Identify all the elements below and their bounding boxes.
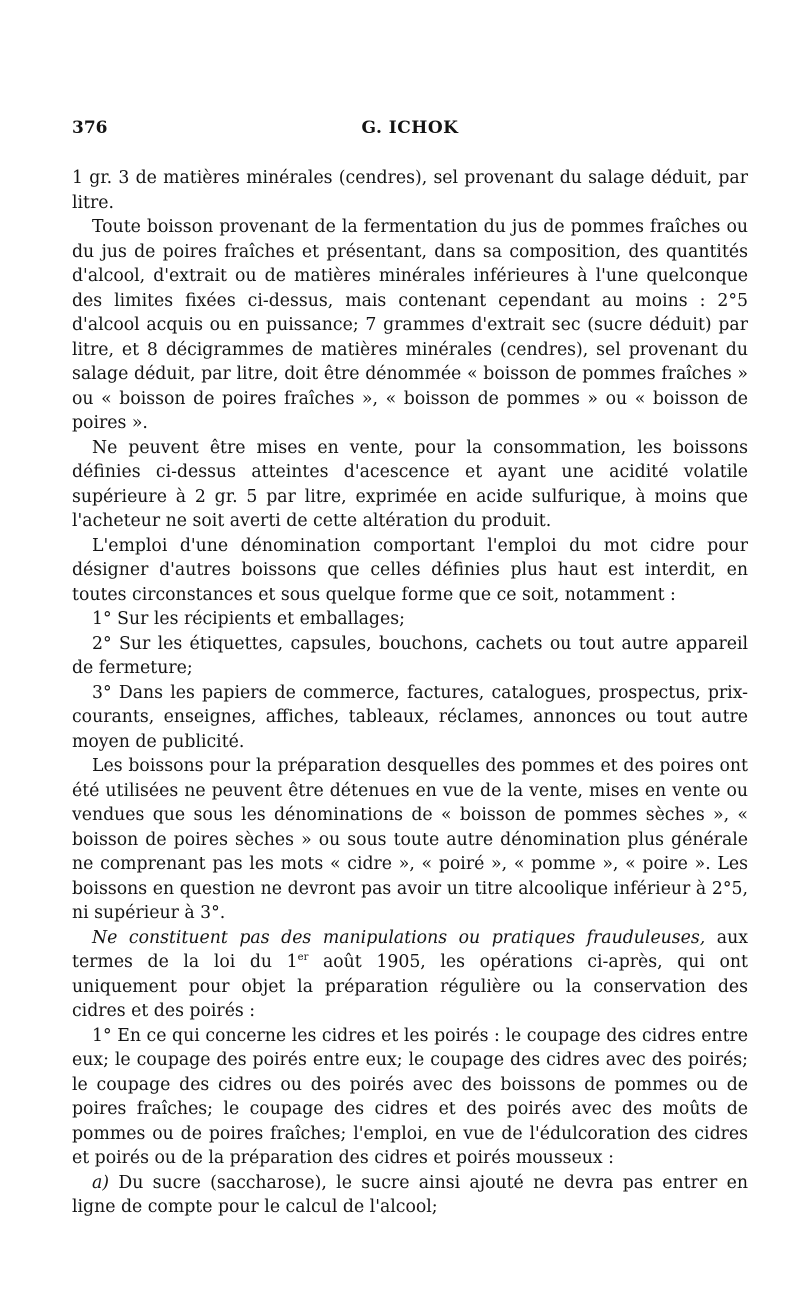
paragraph: L'emploi d'une dénomination comportant l'emploi du mot cidre pour désigner d'autres boissons que celles définies plus haut est interdit, en toutes circonstances et sous quelque forme que ce soit, notamment : (72, 535, 748, 605)
page-number: 376 (72, 118, 108, 138)
paragraph: 1 gr. 3 de matières minérales (cendres), sel provenant du salage déduit, par litre. (72, 168, 748, 213)
page-header (72, 118, 748, 148)
italic-paragraph (72, 926, 748, 1024)
document-page (72, 118, 748, 1220)
list-item: 3° Dans les papiers de commerce, factures, catalogues, prospectus, prix-courants, enseignes, affiches, tableaux, réclames, annonces ou tout autre moyen de publicité. (72, 682, 748, 752)
paragraph: Les boissons pour la préparation desquelles des pommes et des poires ont été utilisées ne peuvent être détenues en vue de la vente, mises en vente ou vendues que sous les dénominations de « boisson de pommes sèches », « boisson de poires sèches » ou sous toute autre dénomination plus générale ne comprenant pas les mots « cidre », « poiré », « pomme », « poire ». Les boissons en question ne devront pas avoir un titre alcoolique inférieur à 2°5, ni supérieur à 3°. (72, 756, 748, 923)
item-label: a) (92, 1172, 110, 1193)
italic-lead: Ne constituent pas des manipulations ou pratiques frauduleuses, (92, 927, 706, 948)
paragraph: Ne peuvent être mises en vente, pour la consommation, les boissons définies ci-dessus atteintes d'acescence et ayant une acidité volatile supérieure à 2 gr. 5 par litre, exprimée en acide sulfurique, à moins que l'acheteur ne soit averti de cette altération du produit. (72, 437, 748, 531)
body-text (72, 166, 748, 1220)
list-item: 2° Sur les étiquettes, capsules, bouchons, cachets ou tout autre appareil de fermeture; (72, 633, 748, 678)
text-span: aux termes de la loi du 1 (72, 927, 748, 972)
list-item: 1° Sur les récipients et emballages; (92, 609, 405, 629)
list-item: 1° En ce qui concerne les cidres et les poirés : le coupage des cidres entre eux; le coupage des poirés entre eux; le coupage des cidres avec des poirés; le coupage des cidres ou des poirés avec des boissons de pommes ou de poires fraîches; le coupage des cidres et des poirés avec des moûts de pommes ou de poires fraîches; l'emploi, en vue de l'édulcoration des cidres et poirés ou de la préparation des cidres et poirés mousseux : (72, 1025, 748, 1168)
text-span: août 1905, les opérations ci-après, qui ont uniquement pour objet la préparation régulière ou la conservation des cidres et des poirés : (72, 952, 748, 1021)
list-item (72, 1171, 748, 1220)
text-span: Du sucre (saccharose), le sucre ainsi ajouté ne devra pas entrer en ligne de compte pour le calcul de l'alcool; (72, 1172, 748, 1217)
superscript: er (297, 952, 309, 964)
paragraph: Toute boisson provenant de la fermentation du jus de pommes fraîches ou du jus de poires fraîches et présentant, dans sa composition, des quantités d'alcool, d'extrait ou de matières minérales inférieures à l'une quelconque des limites fixées ci-dessus, mais contenant cependant au moins : 2°5 d'alcool acquis ou en puissance; 7 grammes d'extrait sec (sucre déduit) par litre, et 8 décigrammes de matières minérales (cendres), sel provenant du salage déduit, par litre, doit être dénommée « boisson de pommes fraîches » ou « boisson de poires fraîches », « boisson de pommes » ou « boisson de poires ». (72, 217, 748, 433)
running-title: G. ICHOK (361, 118, 459, 138)
